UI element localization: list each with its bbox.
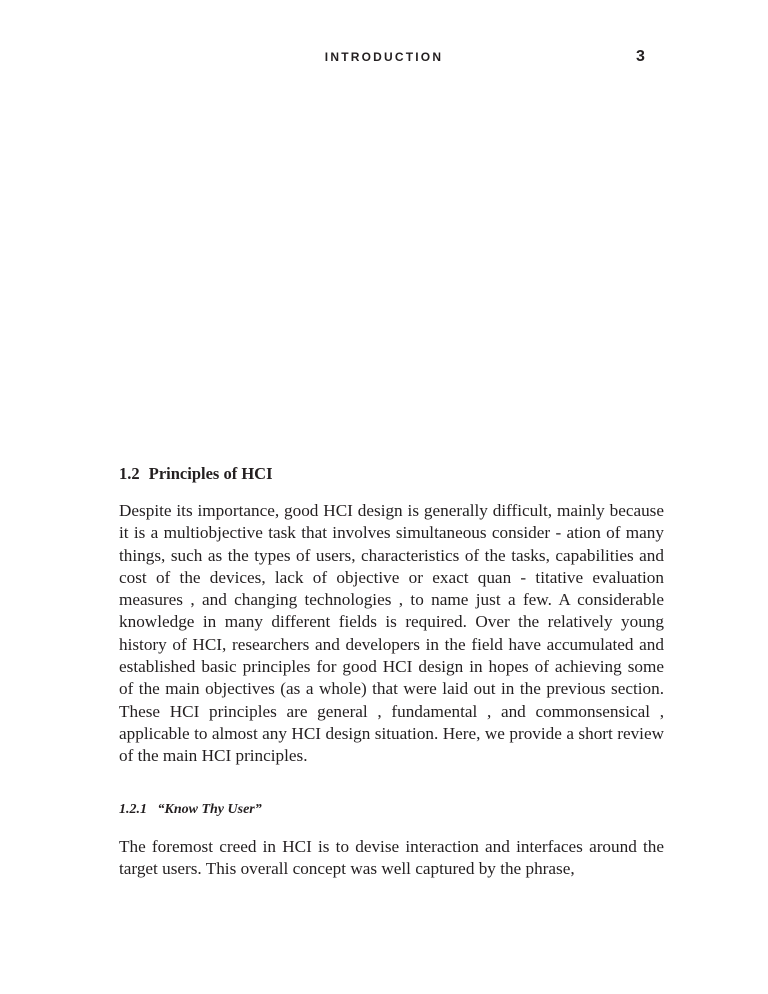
section-heading <box>119 462 664 486</box>
subsection-heading <box>119 800 664 820</box>
page-number: 3 <box>636 48 645 65</box>
subsection-title: “Know Thy User” <box>157 801 262 817</box>
page-content <box>119 462 664 880</box>
section-number: 1.2 <box>119 464 140 483</box>
running-head <box>0 50 768 70</box>
section-paragraph: Despite its importance, good HCI design is generally difficult, mainly because it is a multiobjective task that involves simultaneous consider - ation of many things, such as the types of users, characteristics of the tasks, capabilities and cost of the devices, lack of objective or exact quan - titative evaluation measures , and changing technologies , to name just a few. A considerable knowledge in many different fields is required. Over the relatively young history of HCI, researchers and developers in the field have accumulated and established basic principles for good HCI design in hopes of achieving some of the main objectives (as a whole) that were laid out in the previous section. These HCI principles are general , fundamental , and commonsensical , applicable to almost any HCI design situation. Here, we provide a short review of the main HCI principles. <box>119 501 664 766</box>
section-title: Principles of HCI <box>148 464 273 483</box>
subsection-number: 1.2.1 <box>119 801 147 817</box>
running-title: INTRODUCTION <box>324 50 444 64</box>
subsection-paragraph: The foremost creed in HCI is to devise interaction and interfaces around the target users. This overall concept was well captured by the phrase, <box>119 836 664 878</box>
